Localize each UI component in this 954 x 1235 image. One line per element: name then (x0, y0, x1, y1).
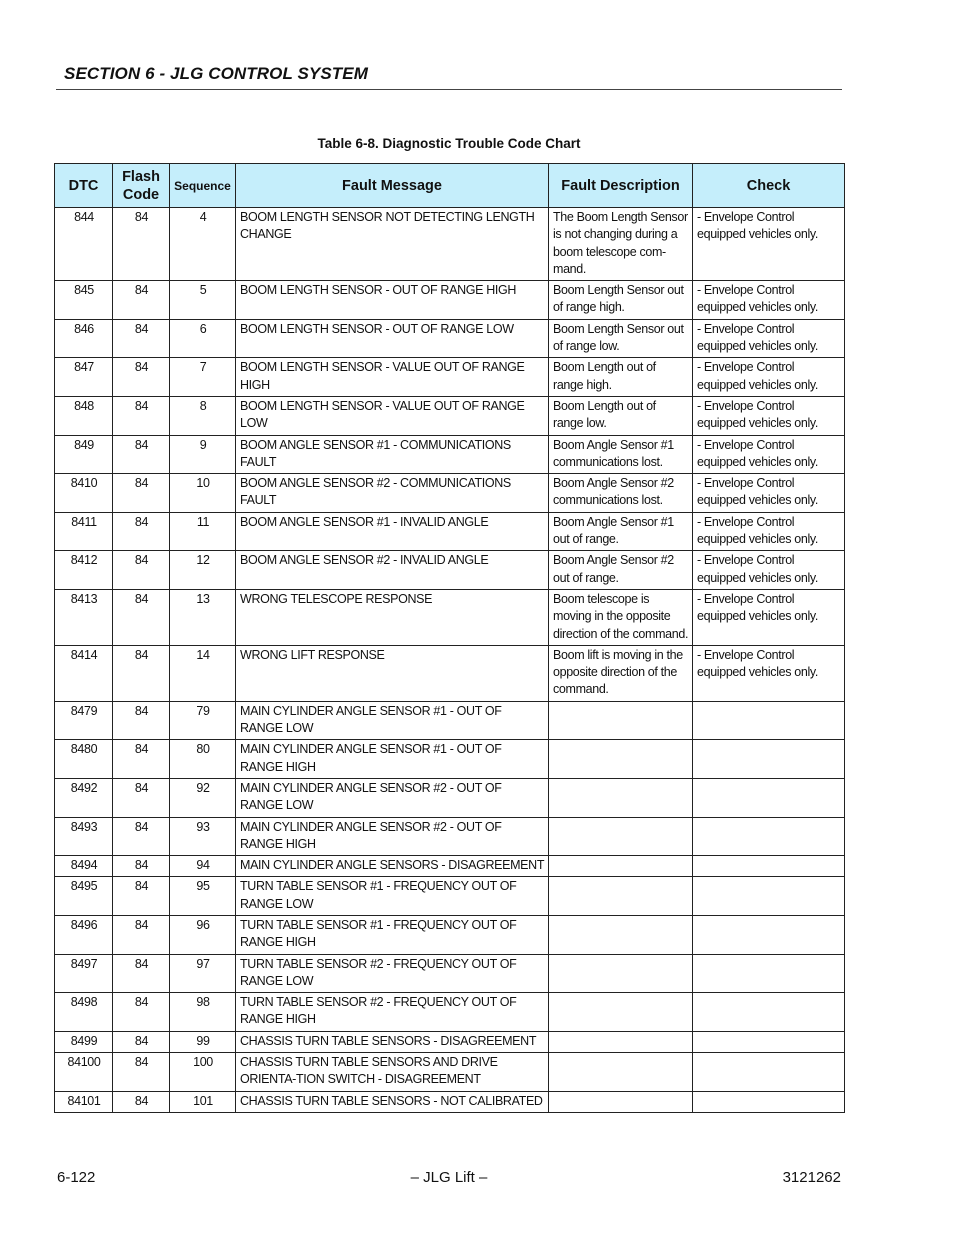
dtc-cell: 8492 (55, 778, 113, 817)
sequence-cell: 79 (170, 701, 236, 740)
fault-description-cell (549, 701, 693, 740)
table-row (55, 993, 845, 1032)
table-row (55, 589, 845, 645)
fault-message-cell: BOOM LENGTH SENSOR - VALUE OUT OF RANGE HIGH (236, 358, 549, 397)
dtc-cell: 8497 (55, 954, 113, 993)
check-cell: - Envelope Control equipped vehicles only. (693, 319, 845, 358)
sequence-cell: 93 (170, 817, 236, 856)
flash-code-cell: 84 (113, 474, 170, 513)
flash-code-cell: 84 (113, 701, 170, 740)
fault-description-cell: Boom Angle Sensor #2 out of range. (549, 551, 693, 590)
dtc-cell: 848 (55, 396, 113, 435)
fault-message-cell: CHASSIS TURN TABLE SENSORS - DISAGREEMENT (236, 1031, 549, 1052)
dtc-cell: 8493 (55, 817, 113, 856)
header-rule (56, 89, 842, 90)
dtc-cell: 8411 (55, 512, 113, 551)
dtc-cell: 8479 (55, 701, 113, 740)
table-row (55, 512, 845, 551)
table-row (55, 208, 845, 281)
check-cell (693, 915, 845, 954)
dtc-cell: 8410 (55, 474, 113, 513)
flash-code-cell: 84 (113, 512, 170, 551)
table-row (55, 817, 845, 856)
fault-description-cell (549, 1053, 693, 1092)
column-header-check: Check (693, 164, 845, 208)
dtc-cell: 84101 (55, 1091, 113, 1112)
check-cell (693, 1031, 845, 1052)
dtc-cell: 847 (55, 358, 113, 397)
check-cell: - Envelope Control equipped vehicles only. (693, 474, 845, 513)
sequence-cell: 100 (170, 1053, 236, 1092)
fault-description-cell: Boom Angle Sensor #1 out of range. (549, 512, 693, 551)
fault-description-cell: Boom telescope is moving in the opposite direction of the command. (549, 589, 693, 645)
table-header-row (55, 164, 845, 208)
dtc-cell: 8494 (55, 856, 113, 877)
fault-description-cell: Boom Length out of range high. (549, 358, 693, 397)
flash-code-cell: 84 (113, 435, 170, 474)
check-cell: - Envelope Control equipped vehicles only. (693, 358, 845, 397)
fault-message-cell: TURN TABLE SENSOR #2 - FREQUENCY OUT OF RANGE LOW (236, 954, 549, 993)
fault-message-cell: BOOM ANGLE SENSOR #2 - COMMUNICATIONS FAULT (236, 474, 549, 513)
table-row (55, 954, 845, 993)
column-header-sequence: Sequence (170, 164, 236, 208)
fault-description-cell (549, 954, 693, 993)
fault-description-cell: Boom Length Sensor out of range high. (549, 281, 693, 320)
check-cell: - Envelope Control equipped vehicles only. (693, 512, 845, 551)
flash-code-cell: 84 (113, 1031, 170, 1052)
fault-description-cell (549, 877, 693, 916)
flash-code-cell: 84 (113, 954, 170, 993)
sequence-cell: 95 (170, 877, 236, 916)
fault-message-cell: BOOM LENGTH SENSOR - VALUE OUT OF RANGE LOW (236, 396, 549, 435)
table-row (55, 474, 845, 513)
check-cell (693, 993, 845, 1032)
dtc-cell: 8498 (55, 993, 113, 1032)
column-header-dtc: DTC (55, 164, 113, 208)
fault-description-cell: Boom Angle Sensor #1 communications lost. (549, 435, 693, 474)
check-cell (693, 817, 845, 856)
table-row (55, 645, 845, 701)
fault-description-cell (549, 1031, 693, 1052)
fault-message-cell: BOOM ANGLE SENSOR #1 - INVALID ANGLE (236, 512, 549, 551)
table-row (55, 778, 845, 817)
table-body (55, 208, 845, 1113)
table-row (55, 701, 845, 740)
sequence-cell: 6 (170, 319, 236, 358)
column-header-fault-description: Fault Description (549, 164, 693, 208)
fault-message-cell: WRONG LIFT RESPONSE (236, 645, 549, 701)
flash-code-cell: 84 (113, 1053, 170, 1092)
flash-code-cell: 84 (113, 208, 170, 281)
fault-description-cell: Boom Angle Sensor #2 communications lost. (549, 474, 693, 513)
fault-description-cell (549, 915, 693, 954)
flash-code-cell: 84 (113, 281, 170, 320)
check-cell: - Envelope Control equipped vehicles only. (693, 435, 845, 474)
page-number: 6-122 (57, 1169, 96, 1186)
fault-message-cell: BOOM ANGLE SENSOR #1 - COMMUNICATIONS FAULT (236, 435, 549, 474)
check-cell: - Envelope Control equipped vehicles only. (693, 645, 845, 701)
check-cell (693, 856, 845, 877)
sequence-cell: 4 (170, 208, 236, 281)
fault-message-cell: TURN TABLE SENSOR #2 - FREQUENCY OUT OF RANGE HIGH (236, 993, 549, 1032)
check-cell: - Envelope Control equipped vehicles only. (693, 281, 845, 320)
fault-description-cell: Boom lift is moving in the opposite direction of the command. (549, 645, 693, 701)
flash-code-cell: 84 (113, 645, 170, 701)
check-cell (693, 778, 845, 817)
check-cell (693, 701, 845, 740)
fault-description-cell (549, 817, 693, 856)
column-header-fault-message: Fault Message (236, 164, 549, 208)
diagnostic-trouble-code-table (54, 163, 845, 1113)
dtc-cell: 844 (55, 208, 113, 281)
fault-message-cell: BOOM LENGTH SENSOR NOT DETECTING LENGTH CHANGE (236, 208, 549, 281)
fault-message-cell: MAIN CYLINDER ANGLE SENSORS - DISAGREEMENT (236, 856, 549, 877)
table-row (55, 1031, 845, 1052)
flash-code-cell: 84 (113, 358, 170, 397)
flash-code-cell: 84 (113, 740, 170, 779)
dtc-cell: 8496 (55, 915, 113, 954)
dtc-cell: 8412 (55, 551, 113, 590)
table-row (55, 856, 845, 877)
table-row (55, 281, 845, 320)
sequence-cell: 92 (170, 778, 236, 817)
fault-description-cell (549, 778, 693, 817)
fault-description-cell (549, 993, 693, 1032)
dtc-cell: 849 (55, 435, 113, 474)
check-cell: - Envelope Control equipped vehicles only. (693, 396, 845, 435)
fault-description-cell (549, 740, 693, 779)
dtc-cell: 8495 (55, 877, 113, 916)
sequence-cell: 10 (170, 474, 236, 513)
check-cell (693, 954, 845, 993)
fault-message-cell: MAIN CYLINDER ANGLE SENSOR #1 - OUT OF RANGE LOW (236, 701, 549, 740)
check-cell (693, 1091, 845, 1112)
flash-code-cell: 84 (113, 1091, 170, 1112)
dtc-cell: 8480 (55, 740, 113, 779)
check-cell: - Envelope Control equipped vehicles only. (693, 589, 845, 645)
sequence-cell: 97 (170, 954, 236, 993)
section-title: SECTION 6 - JLG CONTROL SYSTEM (64, 64, 368, 83)
flash-code-cell: 84 (113, 856, 170, 877)
flash-code-cell: 84 (113, 877, 170, 916)
document-number: 3121262 (782, 1169, 841, 1186)
flash-code-cell: 84 (113, 589, 170, 645)
dtc-cell: 846 (55, 319, 113, 358)
table-title: Table 6-8. Diagnostic Trouble Code Chart (317, 136, 581, 151)
dtc-cell: 845 (55, 281, 113, 320)
fault-description-cell (549, 856, 693, 877)
table-row (55, 740, 845, 779)
sequence-cell: 94 (170, 856, 236, 877)
table-row (55, 319, 845, 358)
footer-center-text: – JLG Lift – (410, 1169, 488, 1186)
dtc-cell: 8413 (55, 589, 113, 645)
table-row (55, 435, 845, 474)
fault-message-cell: BOOM ANGLE SENSOR #2 - INVALID ANGLE (236, 551, 549, 590)
sequence-cell: 5 (170, 281, 236, 320)
fault-message-cell: CHASSIS TURN TABLE SENSORS AND DRIVE ORIENTA-TION SWITCH - DISAGREEMENT (236, 1053, 549, 1092)
table-row (55, 1091, 845, 1112)
flash-code-cell: 84 (113, 817, 170, 856)
check-cell (693, 740, 845, 779)
fault-description-cell: Boom Length Sensor out of range low. (549, 319, 693, 358)
sequence-cell: 14 (170, 645, 236, 701)
sequence-cell: 101 (170, 1091, 236, 1112)
flash-code-cell: 84 (113, 319, 170, 358)
fault-message-cell: WRONG TELESCOPE RESPONSE (236, 589, 549, 645)
fault-message-cell: MAIN CYLINDER ANGLE SENSOR #2 - OUT OF RANGE LOW (236, 778, 549, 817)
sequence-cell: 8 (170, 396, 236, 435)
flash-code-cell: 84 (113, 551, 170, 590)
fault-message-cell: TURN TABLE SENSOR #1 - FREQUENCY OUT OF RANGE HIGH (236, 915, 549, 954)
fault-message-cell: TURN TABLE SENSOR #1 - FREQUENCY OUT OF RANGE LOW (236, 877, 549, 916)
check-cell: - Envelope Control equipped vehicles only. (693, 551, 845, 590)
check-cell: - Envelope Control equipped vehicles only. (693, 208, 845, 281)
table-row (55, 915, 845, 954)
fault-message-cell: BOOM LENGTH SENSOR - OUT OF RANGE HIGH (236, 281, 549, 320)
sequence-cell: 98 (170, 993, 236, 1032)
flash-code-cell: 84 (113, 778, 170, 817)
sequence-cell: 96 (170, 915, 236, 954)
sequence-cell: 11 (170, 512, 236, 551)
check-cell (693, 877, 845, 916)
table-row (55, 358, 845, 397)
fault-description-cell: Boom Length out of range low. (549, 396, 693, 435)
column-header-flash-code: Flash Code (113, 164, 170, 208)
sequence-cell: 12 (170, 551, 236, 590)
table-row (55, 877, 845, 916)
table-row (55, 396, 845, 435)
check-cell (693, 1053, 845, 1092)
sequence-cell: 80 (170, 740, 236, 779)
sequence-cell: 9 (170, 435, 236, 474)
fault-message-cell: CHASSIS TURN TABLE SENSORS - NOT CALIBRATED (236, 1091, 549, 1112)
sequence-cell: 99 (170, 1031, 236, 1052)
fault-description-cell (549, 1091, 693, 1112)
sequence-cell: 7 (170, 358, 236, 397)
fault-description-cell: The Boom Length Sensor is not changing during a boom telescope com-mand. (549, 208, 693, 281)
dtc-cell: 8414 (55, 645, 113, 701)
sequence-cell: 13 (170, 589, 236, 645)
fault-message-cell: MAIN CYLINDER ANGLE SENSOR #2 - OUT OF RANGE HIGH (236, 817, 549, 856)
flash-code-cell: 84 (113, 993, 170, 1032)
flash-code-cell: 84 (113, 915, 170, 954)
dtc-cell: 84100 (55, 1053, 113, 1092)
fault-message-cell: BOOM LENGTH SENSOR - OUT OF RANGE LOW (236, 319, 549, 358)
flash-code-cell: 84 (113, 396, 170, 435)
table-row (55, 551, 845, 590)
fault-message-cell: MAIN CYLINDER ANGLE SENSOR #1 - OUT OF RANGE HIGH (236, 740, 549, 779)
dtc-cell: 8499 (55, 1031, 113, 1052)
table-row (55, 1053, 845, 1092)
